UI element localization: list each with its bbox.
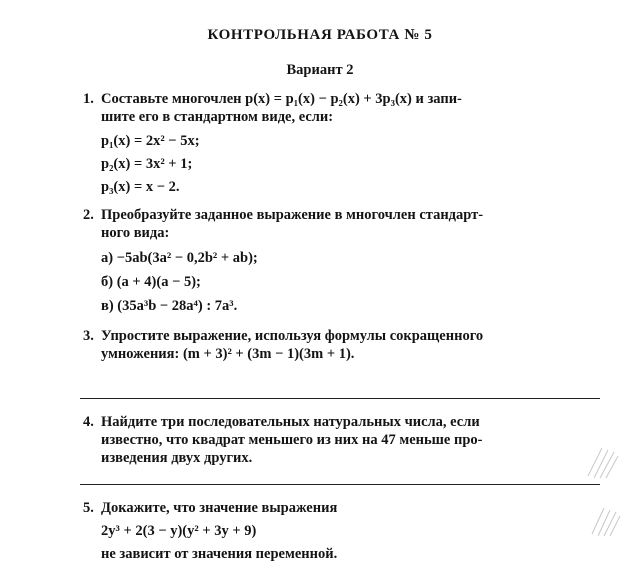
problem-3-text-line1: Упростите выражение, используя формулы сокращенного xyxy=(101,328,484,344)
problem-2-item-a: а) −5ab(3a² − 0,2b² + ab); xyxy=(101,250,258,266)
problem-1-item-p2: p₂(x) = 3x² + 1; xyxy=(101,156,193,172)
problem-1-text-line2: шите его в стандартном виде, если: xyxy=(101,109,334,125)
problem-4-text-line2: известно, что квадрат меньшего из них на 47 меньше про- xyxy=(101,432,483,448)
problem-5-number: 5. xyxy=(83,500,94,516)
problem-4-text-line3: изведения двух других. xyxy=(101,450,253,466)
problem-5-text-line3: не зависит от значения переменной. xyxy=(101,546,338,562)
problem-5-text-line1: Докажите, что значение выражения xyxy=(101,500,338,516)
problem-4-text-line1: Найдите три последовательных натуральных числа, если xyxy=(101,414,480,430)
problem-4-number: 4. xyxy=(83,414,94,430)
problem-5-formula: 2y³ + 2(3 − y)(y² + 3y + 9) xyxy=(101,523,257,539)
page-title: КОНТРОЛЬНАЯ РАБОТА № 5 xyxy=(207,27,433,43)
problem-2-text-line2: ного вида: xyxy=(101,225,170,241)
problem-2-item-b: б) (a + 4)(a − 5); xyxy=(101,274,201,290)
problem-1-number: 1. xyxy=(83,91,94,107)
problem-2-text-line1: Преобразуйте заданное выражение в многочлен стандарт- xyxy=(101,207,484,223)
problem-3-number: 3. xyxy=(83,328,94,344)
separator-rule-1 xyxy=(80,398,600,399)
problem-1-item-p1: p₁(x) = 2x² − 5x; xyxy=(101,133,200,149)
scan-hatch-mark-1 xyxy=(580,440,630,480)
separator-rule-2 xyxy=(80,484,600,485)
scan-hatch-mark-2 xyxy=(584,500,634,540)
problem-2-item-c: в) (35a³b − 28a⁴) : 7a³. xyxy=(101,298,238,314)
problem-2-number: 2. xyxy=(83,207,94,223)
problem-1-text-line1: Составьте многочлен p(x) = p₁(x) − p₂(x) + 3p₃(x) и запи- xyxy=(101,91,462,107)
variant-label: Вариант 2 xyxy=(286,62,354,78)
problem-1-item-p3: p₃(x) = x − 2. xyxy=(101,179,180,195)
problem-3-text-line2: умножения: (m + 3)² + (3m − 1)(3m + 1). xyxy=(101,346,355,362)
